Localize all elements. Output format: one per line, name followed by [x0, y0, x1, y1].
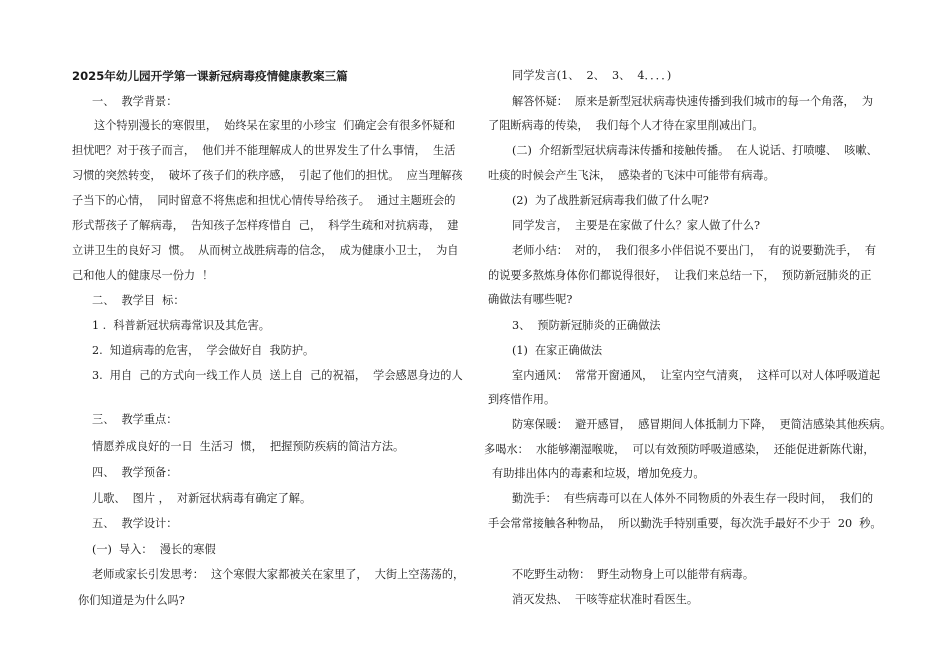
paragraph-line: 情愿养成良好的一日 生活习 惯， 把握预防疾病的简洁方法。: [92, 440, 405, 453]
paragraph-line: 有助排出体内的毒素和垃圾，增加免疫力。: [492, 467, 705, 480]
list-item: 1 . 科普新冠状病毒常识及其危害。: [92, 319, 270, 332]
list-item: 3. 用自 己的方式向一线工作人员 送上自 己的祝福， 学会感恩身边的人: [92, 369, 463, 382]
paragraph-line: 室内通风： 常常开窗通风， 让室内空气清爽， 这样可以对人体呼吸道起: [512, 369, 881, 382]
paragraph-line: 子当下的心情， 同时留意不将焦虑和担忧心情传导给孩子。 通过主题班会的: [72, 194, 456, 207]
subsection-heading: (一) 导入： 漫长的寒假: [92, 543, 216, 556]
paragraph-line: 同学发言， 主要是在家做了什么？家人做了什么?: [512, 219, 761, 232]
paragraph-line: 解答怀疑： 原来是新型冠状病毒快速传播到我们城市的每一个角落， 为: [512, 95, 874, 108]
section-heading-preparation: 四、 教学预备：: [92, 466, 178, 479]
paragraph-line: 这个特别漫长的寒假里， 始终呆在家里的小珍宝 们确定会有很多怀疑和: [94, 119, 456, 132]
paragraph-line: 己和他人的健康尽一份力 ！: [72, 269, 214, 282]
subsection-heading: 3、 预防新冠肺炎的正确做法: [512, 319, 661, 332]
paragraph-line: 的说要多熬炼身体你们都说得很好， 让我们来总结一下， 预防新冠肺炎的正: [488, 269, 872, 282]
paragraph-line: 防寒保暖： 避开感冒， 感冒期间人体抵制力下降， 更简洁感染其他疾病。: [512, 418, 892, 431]
paragraph-line: 儿歌、 图片 ， 对新冠状病毒有确定了解。: [92, 492, 312, 505]
section-heading-goals: 二、 教学目 标：: [92, 294, 185, 307]
paragraph-line: 不吃野生动物： 野生动物身上可以能带有病毒。: [512, 568, 755, 581]
paragraph-line: 担忧吧？对于孩子而言， 他们并不能理解成人的世界发生了什么事情， 生活: [72, 144, 456, 157]
paragraph-line: 习惯的突然转变， 破坏了孩子们的秩序感， 引起了他们的担忧。 应当理解孩: [72, 169, 463, 182]
paragraph-line: 老师或家长引发思考： 这个寒假大家都被关在家里了， 大街上空荡荡的，: [92, 568, 465, 581]
paragraph-line: 确做法有哪些呢?: [488, 293, 573, 306]
paragraph-line: 消灭发热、 干咳等症状准时看医生。: [512, 593, 699, 606]
paragraph-line: 勤洗手： 有些病毒可以在人体外不同物质的外表生存一段时间， 我们的: [512, 492, 874, 505]
paragraph-line: 同学发言(1、 2、 3、 4．．．．): [512, 69, 672, 82]
paragraph-line: 老师小结： 对的， 我们很多小伴侣说不要出门， 有的说要勤洗手， 有: [512, 244, 877, 257]
paragraph-line: 手会常常接触各种物品， 所以勤洗手特别重要，每次洗手最好不少于 20 秒。: [488, 517, 882, 530]
paragraph-line: 形式帮孩子了解病毒， 告知孩子怎样疼惜自 己， 科学生疏和对抗病毒， 建: [72, 219, 459, 232]
paragraph-line: 多喝水： 水能够潮湿喉咙， 可以有效预防呼吸道感染， 还能促进新陈代谢，: [484, 443, 875, 456]
section-heading-background: 一、 教学背景：: [92, 95, 178, 108]
section-heading-design: 五、 教学设计：: [92, 517, 178, 530]
list-item: 2. 知道病毒的危害， 学会做好自 我防护。: [92, 344, 315, 357]
subsection-heading: (1) 在家正确做法: [512, 344, 603, 357]
subsection-heading: (2) 为了战胜新冠病毒我们做了什么呢?: [512, 194, 709, 207]
paragraph-line: 立讲卫生的良好习 惯。 从而树立战胜病毒的信念， 成为健康小卫士， 为自: [72, 244, 459, 257]
document-title: 2025年幼儿园开学第一课新冠病毒疫情健康教案三篇: [72, 69, 348, 83]
paragraph-line: 到疼惜作用。: [488, 393, 556, 406]
subsection-heading: (二) 介绍新型冠状病毒沫传播和接触传播。 在人说话、打喷嚏、 咳嗽、: [512, 144, 878, 157]
paragraph-line: 吐痰的时候会产生飞沫， 感染者的飞沫中可能带有病毒。: [488, 169, 775, 182]
paragraph-line: 你们知道是为什么吗?: [78, 594, 185, 607]
paragraph-line: 了阻断病毒的传染， 我们每个人才待在家里削减出门。: [488, 119, 764, 132]
section-heading-focus: 三、 教学重点：: [92, 413, 178, 426]
